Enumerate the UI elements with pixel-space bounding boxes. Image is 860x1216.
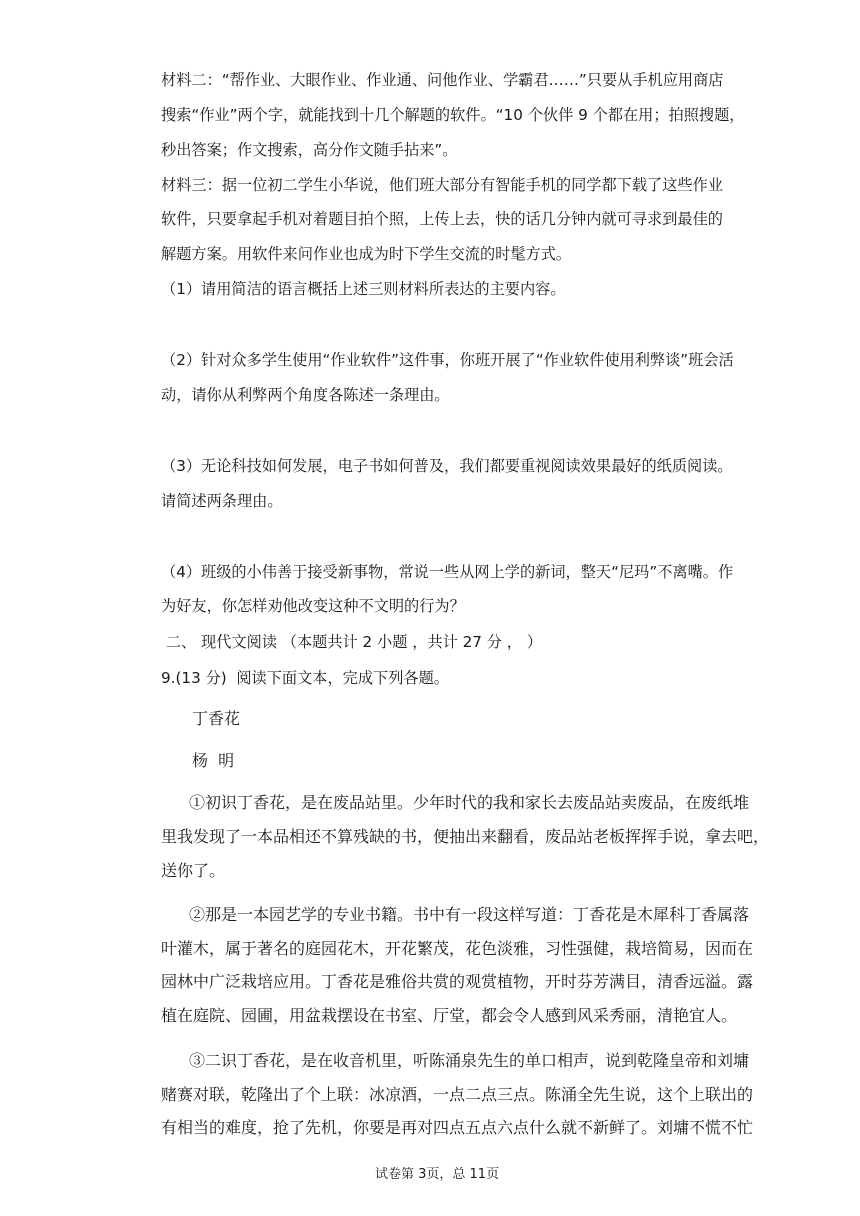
article-paragraph-line: 有相当的难度，抢了先机，你要是再对四点五点六点什么就不新鲜了。刘墉不慌不忙 [161,1118,754,1137]
material3-line: 软件，只要拿起手机对着题目拍个照，上传上去，快的话几分钟内就可寻求到最佳的 [161,210,723,228]
question-4-line: （4）班级的小伟善于接受新事物，常说一些从网上学的新词，整天“尼玛”不离嘴。作 [161,563,734,581]
article-title: 丁香花 [192,709,241,728]
material2-line: 秒出答案；作文搜索，高分作文随手拈来”。 [161,141,458,159]
question-1: （1）请用简洁的语言概括上述三则材料所表达的主要内容。 [161,280,566,298]
section-heading: 二、 现代文阅读 （本题共计 2 小题 ，共计 27 分 ， ） [161,633,543,651]
article-paragraph-line: 植在庭院、园圃，用盆栽摆设在书室、厅堂，都会令人感到风采秀丽，清艳宜人。 [161,1006,738,1025]
question-2-line: （2）针对众多学生使用“作业软件”这件事，你班开展了“作业软件使用利弊谈”班会活 [161,351,734,369]
question-2-line: 动，请你从利弊两个角度各陈述一条理由。 [161,386,450,404]
article-paragraph-line: ③二识丁香花，是在收音机里，听陈涌泉先生的单口相声，说到乾隆皇帝和刘墉 [189,1051,750,1070]
article-paragraph-line: 叶灌木，属于著名的庭园花木，开花繁茂，花色淡雅，习性强健，栽培简易，因而在 [161,939,754,958]
article-paragraph-line: 送你了。 [161,861,226,880]
question-3-line: 请简述两条理由。 [161,492,283,510]
material3-line: 材料三：据一位初二学生小华说，他们班大部分有智能手机的同学都下载了这些作业 [161,176,723,194]
article-paragraph-line: ①初识丁香花，是在废品站里。少年时代的我和家长去废品站卖废品，在废纸堆 [189,793,750,812]
material2-line: 材料二：“帮作业、大眼作业、作业通、问他作业、学霸君……”只要从手机应用商店 [161,71,724,89]
article-paragraph-line: ②那是一本园艺学的专业书籍。书中有一段这样写道：丁香花是木犀科丁香属落 [189,905,750,924]
material3-line: 解题方案。用软件来问作业也成为时下学生交流的时髦方式。 [161,245,572,263]
material2-line: 搜索“作业”两个字，就能找到十几个解题的软件。“10 个伙伴 9 个都在用；拍照搜题， [161,106,745,124]
article-author: 杨 明 [192,751,235,770]
article-paragraph-line: 赌赛对联，乾隆出了个上联：冰凉酒，一点二点三点。陈涌全先生说，这个上联出的 [161,1085,754,1104]
article-paragraph-line: 园林中广泛栽培应用。丁香花是雅俗共赏的观赏植物，开时芬芳满目，清香远溢。露 [161,972,754,991]
question-4-line: 为好友，你怎样劝他改变这种不文明的行为？ [161,597,465,615]
question-9: 9.(13 分) 阅读下面文本，完成下列各题。 [161,669,449,687]
article-paragraph-line: 里我发现了一本品相还不算残缺的书，便抽出来翻看，废品站老板挥挥手说，拿去吧， [161,827,770,846]
page-footer: 试卷第 3页，总 11页 [375,1167,500,1182]
question-3-line: （3）无论科技如何发展，电子书如何普及，我们都要重视阅读效果最好的纸质阅读。 [161,457,733,475]
